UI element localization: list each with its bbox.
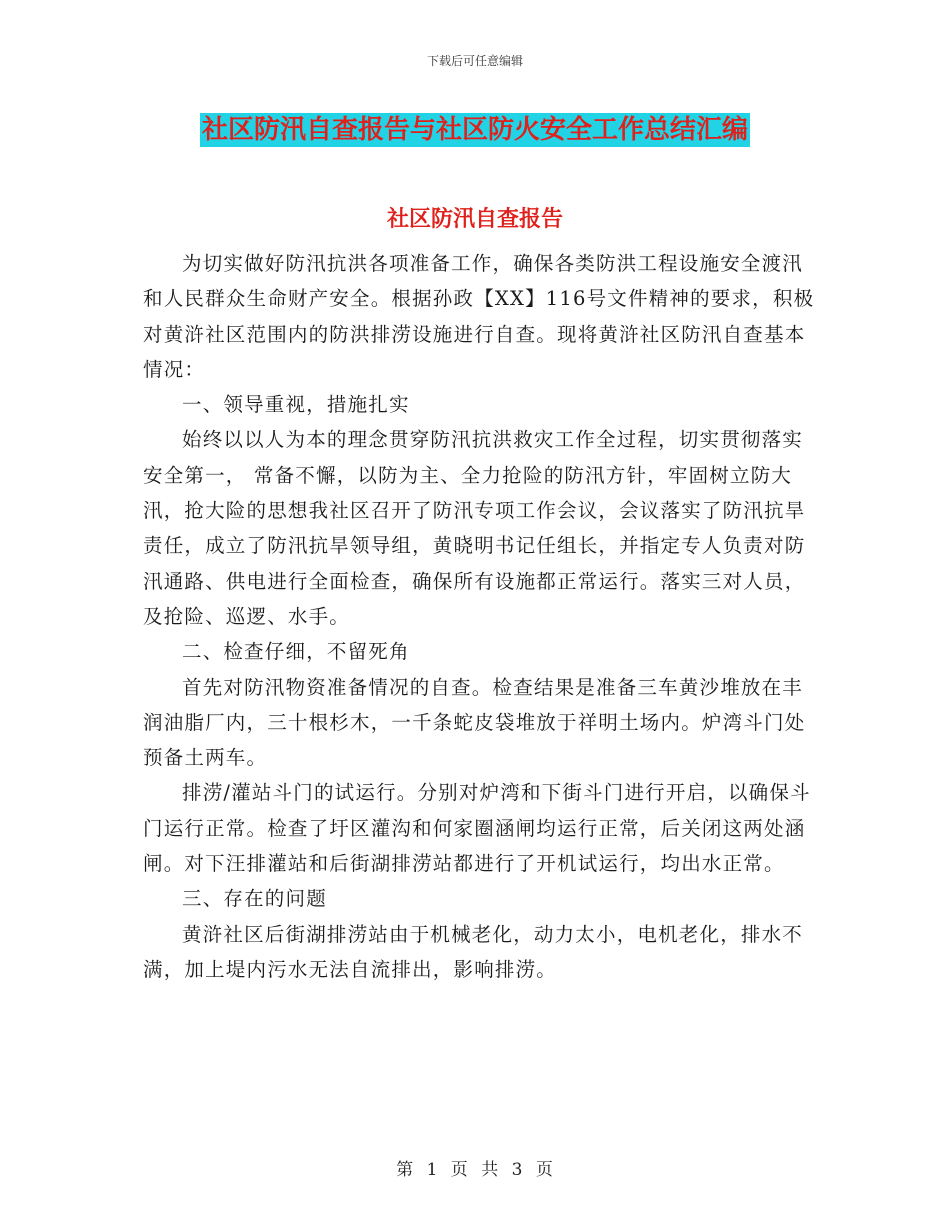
- paragraph: 首先对防汛物资准备情况的自查。检查结果是准备三车黄沙堆放在丰润油脂厂内，三十根杉木，一千条蛇皮袋堆放于祥明土场内。炉湾斗门处预备土两车。: [143, 675, 806, 770]
- page-footer: 第 1 页 共 3 页: [396, 1160, 554, 1180]
- paragraph: 始终以以人为本的理念贯穿防汛抗洪救灾工作全过程，切实贯彻落实安全第一， 常备不懈，以防为主、全力抢险的防汛方针，牢固树立防大汛，抢大险的思想我社区召开了防汛专项工作会议，会议落实了防汛抗旱责任，成立了防汛抗旱领导组，黄晓明书记任组长，并指定专人负责对防汛通路、供电进行全面检查，确保所有设施都正常运行。落实三对人员，及抢险、巡逻、水手。: [143, 428, 806, 628]
- header-note: 下载后可任意编辑: [426, 54, 523, 68]
- subheading: 二、检查仔细，不留死角: [182, 640, 410, 664]
- main-title: 社区防汛自查报告与社区防火安全工作总结汇编: [201, 115, 748, 145]
- paragraph: 为切实做好防汛抗洪各项准备工作，确保各类防洪工程设施安全渡汛和人民群众生命财产安全。根据孙政【XX】116号文件精神的要求，积极对黄浒社区范围内的防洪排涝设施进行自查。现将黄浒社区防汛自查基本情况：: [143, 252, 815, 381]
- paragraph: 黄浒社区后街湖排涝站由于机械老化，动力太小，电机老化，排水不满，加上堤内污水无法自流排出，影响排涝。: [143, 922, 804, 981]
- body-text: [143, 246, 815, 987]
- paragraph: 排涝/灌站斗门的试运行。分别对炉湾和下街斗门进行开启，以确保斗门运行正常。检查了圩区灌沟和何家圈涵闸均运行正常，后关闭这两处涵闸。对下汪排灌站和后街湖排涝站都进行了开机试运行，均出水正常。: [143, 781, 811, 876]
- section-title: 社区防汛自查报告: [386, 206, 563, 232]
- subheading: 一、领导重视，措施扎实: [182, 393, 410, 417]
- main-title-wrapper: [0, 113, 950, 147]
- subheading: 三、存在的问题: [182, 887, 327, 911]
